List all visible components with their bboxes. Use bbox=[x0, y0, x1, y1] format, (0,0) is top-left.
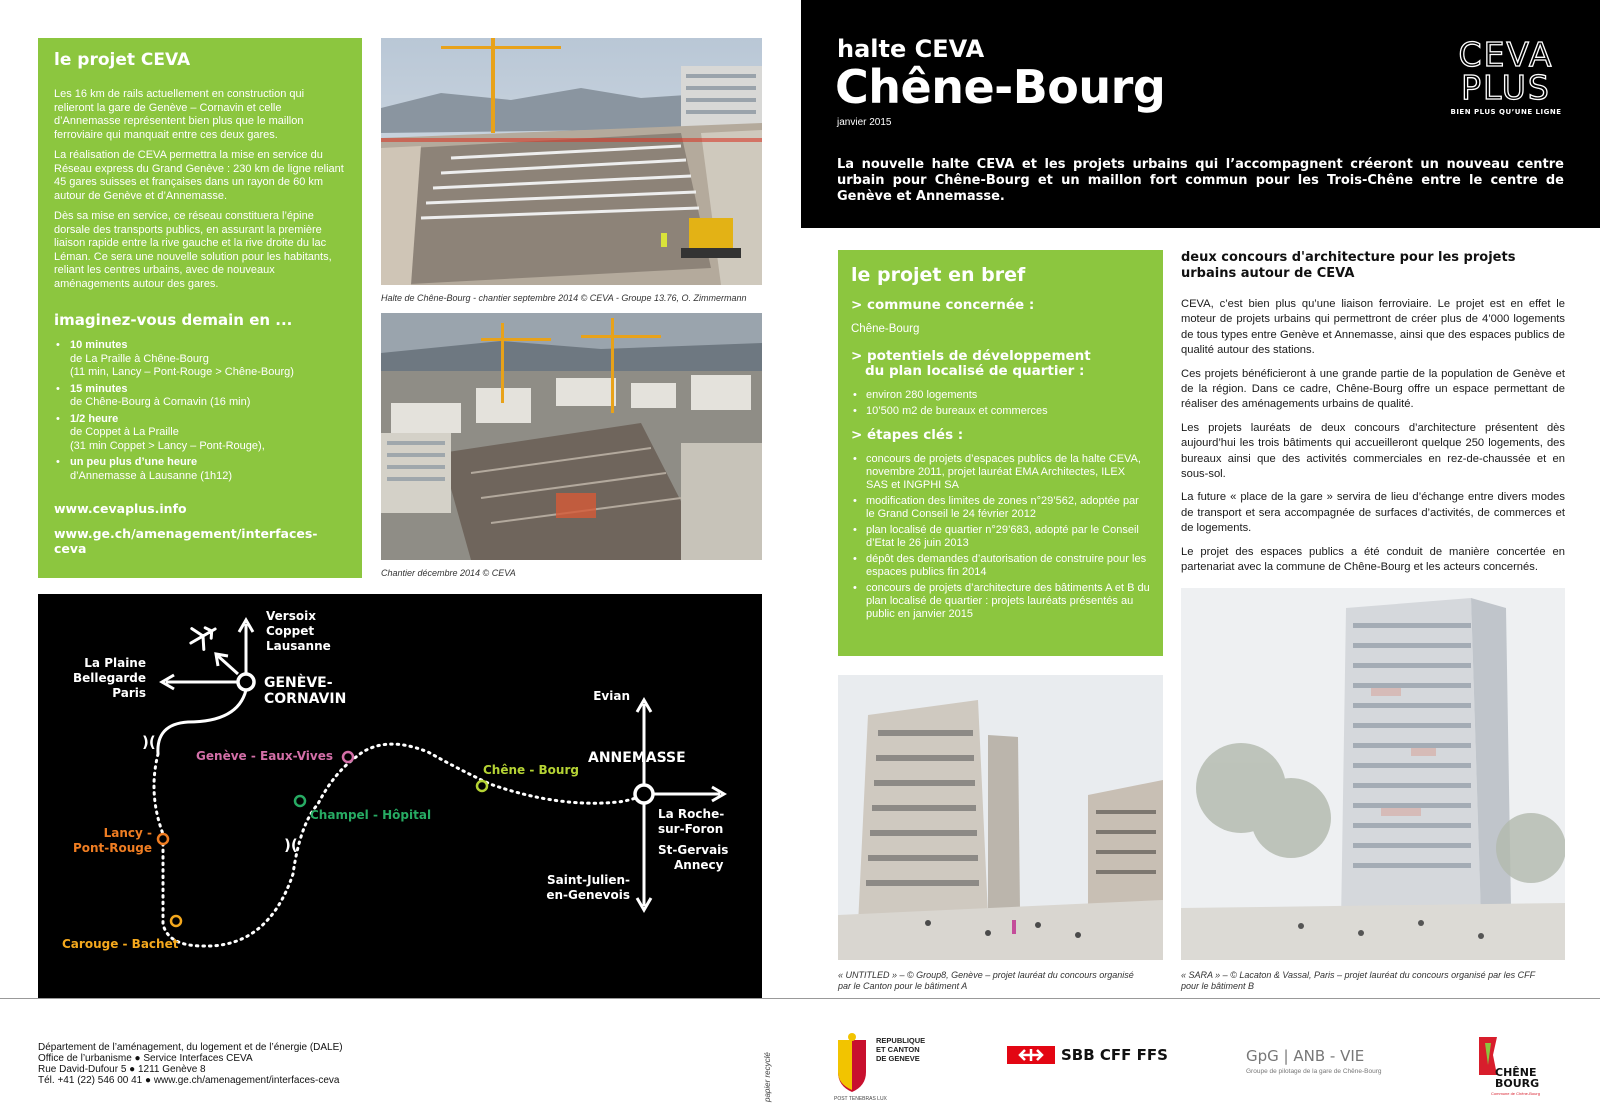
article-body bbox=[1181, 297, 1565, 584]
article-title: deux concours d'architecture pour les projets urbains autour de CEVA bbox=[1181, 250, 1516, 281]
rendering-caption bbox=[1181, 970, 1535, 992]
travel-time-title: • un peu plus d’une heure bbox=[70, 456, 198, 468]
publication-date: janvier 2015 bbox=[837, 117, 892, 128]
tunnel-mark: )( bbox=[284, 836, 298, 854]
travel-time-detail: d’Annemasse à Lausanne (1h12) bbox=[70, 469, 233, 482]
header-kicker: halte CEVA bbox=[837, 35, 985, 63]
gpg-logo bbox=[1246, 1047, 1382, 1075]
station-label-eaux-vives: Genève - Eaux-Vives bbox=[196, 749, 333, 763]
brief-heading-line: > potentiels de développement bbox=[851, 348, 1091, 364]
logo-text: PLUS bbox=[1461, 68, 1551, 107]
map-label: Lausanne bbox=[266, 639, 331, 653]
logo-subtext: Groupe de pilotage de la gare de Chêne-Bourg bbox=[1246, 1068, 1382, 1075]
map-label: Annecy bbox=[674, 858, 724, 872]
article-paragraph: Les projets lauréats de deux concours d’architecture présentent dès aujourd’hui les trois bâtiments qui accueilleront quelque 250 logements, des bureaux ainsi que des activités commerciales en rez-de-chaussée et en sous-sol. bbox=[1181, 421, 1565, 481]
chene-bourg-logo bbox=[1477, 1035, 1540, 1105]
travel-times-list bbox=[54, 339, 346, 483]
geneva-canton-logo bbox=[834, 1032, 944, 1104]
logo-text: SBB CFF FFS bbox=[1061, 1046, 1168, 1064]
travel-time-title: • 15 minutes bbox=[70, 382, 128, 395]
ceva-project-title: le projet CEVA bbox=[54, 50, 191, 70]
travel-time-detail: (31 min Coppet > Lancy – Pont-Rouge), bbox=[70, 439, 265, 452]
photo-caption: Chantier décembre 2014 © CEVA bbox=[381, 568, 516, 578]
header-intro: La nouvelle halte CEVA et les projets urbains qui l’accompagnent créeront un nouveau centre urbain pour Chêne-Bourg et un maillon fort commun pour les Trois-Chêne entre le centre de Genève et Annemasse. bbox=[837, 157, 1564, 204]
logo-text: CHÊNE bbox=[1495, 1066, 1537, 1079]
travel-time-detail: de Coppet à La Praille bbox=[70, 426, 179, 438]
logo-tagline: BIEN PLUS QU’UNE LIGNE bbox=[1450, 108, 1562, 116]
travel-time-title: • 10 minutes bbox=[70, 339, 128, 351]
logo-text: REPUBLIQUE bbox=[876, 1036, 926, 1045]
milestones-list bbox=[851, 453, 1150, 621]
station-label-carouge: Carouge - Bachet bbox=[62, 937, 179, 951]
project-brief-title: le projet en bref bbox=[851, 264, 1026, 286]
list-item: • 10’500 m2 de bureaux et commerces bbox=[851, 405, 1150, 418]
map-label: Bellegarde bbox=[73, 671, 146, 685]
ge-interfaces-link[interactable]: www.ge.ch/amenagement/interfaces-ceva bbox=[54, 526, 318, 556]
article-paragraph: CEVA, c’est bien plus qu’une liaison ferroviaire. Le projet est en effet le moteur de projets urbains qui permettront de créer plus de 4’000 logements de tous types entre Genève et Annemasse, ainsi que des espaces publics de qualité autour des stations. bbox=[1181, 298, 1565, 357]
map-label: Paris bbox=[112, 686, 146, 700]
ceva-project-box bbox=[38, 38, 362, 578]
cevaplus-link[interactable]: www.cevaplus.info bbox=[54, 501, 187, 516]
brief-heading bbox=[851, 349, 1150, 379]
logo-text: DE GENEVE bbox=[876, 1054, 920, 1063]
caption-line: « UNTITLED » – © Group8, Genève – projet lauréat du concours organisé bbox=[838, 970, 1134, 980]
logo-text: ET CANTON bbox=[876, 1045, 920, 1054]
footer-address bbox=[38, 1042, 343, 1086]
map-label: sur-Foron bbox=[658, 822, 724, 836]
travel-time-item bbox=[54, 339, 346, 380]
list-item: • concours de projets d’espaces publics de la halte CEVA, novembre 2011, projet lauréat EMA Architectes, ILEX SAS et INGPHI SA bbox=[851, 453, 1150, 492]
rendering-caption bbox=[838, 970, 1134, 992]
travel-time-detail: (11 min, Lancy – Pont-Rouge > Chêne-Bourg) bbox=[70, 366, 294, 378]
station-eaux-vives bbox=[343, 752, 353, 762]
project-brief-box bbox=[838, 250, 1163, 656]
annemasse-station-node bbox=[635, 785, 653, 803]
map-label: Coppet bbox=[266, 624, 315, 638]
list-item: • plan localisé de quartier n°29’683, adopté par le Conseil d’Etat le 26 juin 2013 bbox=[851, 524, 1150, 550]
travel-time-item bbox=[54, 383, 346, 410]
map-label: St-Gervais bbox=[658, 843, 729, 857]
travel-time-item bbox=[54, 456, 346, 483]
article-paragraph: Ces projets bénéficieront à une grande partie de la population de Genève et de la région. Dans ce cadre, Chêne-Bourg offre un espace permettant de réaliser des aménagements urbains de qualité. bbox=[1181, 367, 1565, 411]
station-label-lancy: Lancy - bbox=[103, 826, 152, 840]
logo-motto: POST TENEBRAS LUX bbox=[834, 1096, 887, 1102]
list-item: • environ 280 logements bbox=[851, 389, 1150, 402]
tunnel-mark: )( bbox=[142, 733, 156, 751]
travel-time-item bbox=[54, 413, 346, 454]
logo-text: BOURG bbox=[1495, 1077, 1540, 1090]
list-item: • concours de projets d’architecture des bâtiments A et B du plan localisé de quartier : projets lauréats présentés au public en janvier 2015 bbox=[851, 582, 1150, 621]
list-item: • dépôt des demandes d’autorisation de construire pour les espaces publics fin 2014 bbox=[851, 553, 1150, 579]
brief-heading-line: du plan localisé de quartier : bbox=[865, 363, 1085, 379]
ceva-network-map bbox=[38, 594, 762, 999]
station-label-chene-bourg: Chêne - Bourg bbox=[483, 763, 579, 777]
address-line: Office de l’urbanisme ● Service Interfaces CEVA bbox=[38, 1053, 253, 1064]
recycled-paper-note: papier recyclé bbox=[763, 1052, 772, 1102]
station-chene-bourg bbox=[477, 781, 487, 791]
map-label: Evian bbox=[593, 689, 630, 703]
address-line: Tél. +41 (22) 546 00 41 ● www.ge.ch/amenagement/interfaces-ceva bbox=[38, 1075, 340, 1086]
photo-caption: Halte de Chêne-Bourg - chantier septembre 2014 © CEVA - Groupe 13.76, O. Zimmermann bbox=[381, 293, 747, 303]
construction-photo-december bbox=[381, 313, 762, 560]
construction-photo-september bbox=[381, 38, 762, 285]
travel-time-detail: de Chêne-Bourg à Cornavin (16 min) bbox=[70, 396, 251, 408]
address-line: Rue David-Dufour 5 ● 1211 Genève 8 bbox=[38, 1064, 206, 1075]
commune-value: Chêne-Bourg bbox=[851, 323, 920, 335]
caption-line: pour le bâtiment B bbox=[1181, 981, 1255, 991]
article-paragraph: Le projet des espaces publics a été conduit de manière concertée en partenariat avec la commune de Chêne-Bourg et les acteurs concernés. bbox=[1181, 545, 1565, 574]
caption-line: par le Canton pour le bâtiment A bbox=[838, 981, 968, 991]
station-label-lancy: Pont-Rouge bbox=[72, 841, 152, 855]
brief-heading: > étapes clés : bbox=[851, 427, 964, 443]
article-paragraph: La future « place de la gare » servira de lieu d’échange entre divers modes de transport et sera accompagnée de surfaces d’activités, de commerces et de logements. bbox=[1181, 491, 1565, 535]
geneva-coat-of-arms-icon bbox=[834, 1032, 870, 1094]
list-item: • modification des limites de zones n°29’562, adoptée par le Grand Conseil le 24 février 2012 bbox=[851, 495, 1150, 521]
station-label-champel: Champel - Hôpital bbox=[310, 808, 432, 822]
station-lancy bbox=[158, 834, 168, 844]
map-label: La Plaine bbox=[84, 656, 146, 670]
station-champel bbox=[295, 796, 305, 806]
ceva-paragraph: Dès sa mise en service, ce réseau constituera l’épine dorsale des transports publics, en assurant la première liaison rapide entre la rive gauche et la rive droite du lac Léman. Ce sera une nouvelle solution pour les habitants, reliant les centres urbains, avec de nouveaux aménagements autour des gares. bbox=[54, 210, 332, 290]
map-label: Saint-Julien- bbox=[546, 873, 630, 887]
rendering-building-b bbox=[1181, 588, 1565, 960]
caption-line: « SARA » – © Lacaton & Vassal, Paris – projet lauréat du concours organisé par les CFF bbox=[1181, 970, 1536, 980]
logo-subtext: Commune de Chêne-Bourg bbox=[1491, 1091, 1540, 1096]
travel-time-title: • 1/2 heure bbox=[70, 412, 119, 425]
map-label: Versoix bbox=[266, 609, 316, 623]
page-title: Chêne-Bourg bbox=[835, 60, 1166, 114]
address-line: Département de l’aménagement, du logement et de l’énergie (DALE) bbox=[38, 1042, 343, 1053]
map-label-cornavin: GENÈVE- bbox=[264, 675, 333, 691]
travel-time-detail: de La Praille à Chêne-Bourg bbox=[70, 352, 209, 365]
map-label: en-Genevois bbox=[546, 888, 630, 902]
logo-text: GpG | ANB - VIE bbox=[1246, 1047, 1365, 1065]
map-label-cornavin: CORNAVIN bbox=[264, 691, 347, 707]
rendering-building-a bbox=[838, 675, 1163, 960]
ceva-paragraph: La réalisation de CEVA permettra la mise en service du Réseau express du Grand Genève : 230 km de ligne reliant 45 gares suisses et françaises dans un rayon de 60 km autour de Genève et d’Annemasse. bbox=[54, 149, 344, 202]
sbb-arrow-icon bbox=[1007, 1046, 1055, 1064]
logo-text: CEVA bbox=[1458, 35, 1554, 74]
ceva-plus-logo bbox=[1448, 35, 1564, 116]
cornavin-station-node bbox=[238, 674, 254, 690]
airplane-icon bbox=[185, 619, 221, 654]
station-carouge bbox=[171, 916, 181, 926]
map-label-annemasse: ANNEMASSE bbox=[588, 750, 686, 766]
map-label: La Roche- bbox=[658, 807, 725, 821]
ceva-paragraph: Les 16 km de rails actuellement en construction qui relieront la gare de Genève – Cornavin et celle d’Annemasse représentent bien plus que le maillon ferroviaire qui manquait entre ces deux gares. bbox=[54, 88, 305, 141]
imagine-heading: imaginez-vous demain en ... bbox=[54, 311, 293, 329]
brief-heading: > commune concernée : bbox=[851, 297, 1035, 313]
footer-divider bbox=[0, 998, 1600, 999]
potentials-list bbox=[851, 389, 1150, 418]
